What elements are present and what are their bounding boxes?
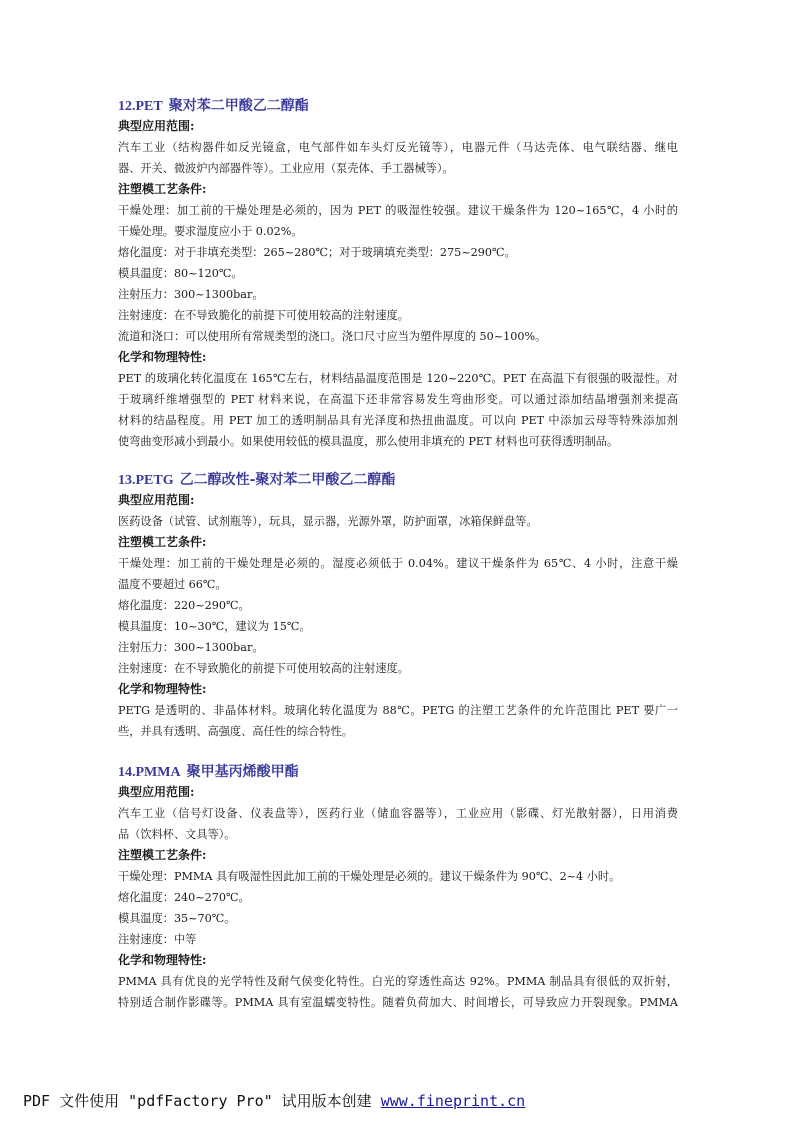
section-number: 12.PET [118, 99, 163, 114]
text-line: PET 的玻璃化转化温度在 165℃左右，材料结晶温度范围是 120~220℃。PET 在高温下有很强的吸湿性。对 [118, 372, 678, 385]
footer-link[interactable]: www.fineprint.cn [380, 1092, 526, 1110]
section-title [118, 470, 678, 490]
text-line: 特别适合制作影碟等。PMMA 具有室温蠕变特性。随着负荷加大、时间增长，可导致应力开裂现象。PMMA [118, 996, 678, 1009]
text-line: 注射速度：在不导致脆化的前提下可使用较高的注射速度。 [118, 662, 409, 675]
section-petg [118, 470, 678, 742]
section-number: 14.PMMA [118, 765, 181, 780]
text-line: PMMA 具有优良的光学特性及耐气侯变化特性。白光的穿透性高达 92%。PMMA 制品具有很低的双折射， [118, 975, 678, 988]
process-label: 注塑模工艺条件: [118, 535, 207, 549]
text-line: 干燥处理：加工前的干燥处理是必须的。湿度必须低于 0.04%。建议干燥条件为 65℃、4 小时，注意干燥 [118, 557, 678, 570]
properties-label: 化学和物理特性: [118, 350, 207, 364]
text-line: 熔化温度：220~290℃。 [118, 599, 250, 612]
text-line: 品（饮料杯、文具等）。 [118, 828, 236, 841]
properties-label: 化学和物理特性: [118, 953, 207, 967]
text-line: 使弯曲变形减小到最小。如果使用较低的模具温度，那么使用非填充的 PET 材料也可获得透明制品。 [118, 435, 619, 448]
text-line: 干燥处理。要求湿度应小于 0.02%。 [118, 225, 303, 238]
application-label: 典型应用范围: [118, 785, 195, 799]
text-line: 模具温度：10~30℃，建议为 15℃。 [118, 620, 311, 633]
text-line: 材料的结晶程度。用 PET 加工的透明制品具有光泽度和热扭曲温度。可以向 PET 中添加云母等特殊添加剂 [118, 414, 678, 427]
section-title [118, 762, 678, 782]
section-number: 13.PETG [118, 473, 174, 488]
text-line: 些，并具有透明、高强度、高任性的综合特性。 [118, 725, 353, 738]
text-line: 流道和浇口：可以使用所有常规类型的浇口。浇口尺寸应当为塑件厚度的 50~100%。 [118, 330, 547, 343]
text-line: PETG 是透明的、非晶体材料。玻璃化转化温度为 88℃。PETG 的注塑工艺条件的允许范围比 PET 要广一 [118, 704, 678, 717]
properties-label: 化学和物理特性: [118, 682, 207, 696]
text-line: 医药设备（试管、试剂瓶等），玩具，显示器，光源外罩，防护面罩，冰箱保鲜盘等。 [118, 515, 538, 528]
section-name: 聚甲基丙烯酸甲酯 [186, 764, 299, 780]
text-line: 模具温度：80~120℃。 [118, 267, 243, 280]
section-title [118, 96, 678, 116]
text-line: 汽车工业（结构器件如反光镜盒，电气部件如车头灯反光镜等），电器元件（马达壳体、电气联结器、继电 [118, 141, 678, 154]
section-name: 乙二醇改性-聚对苯二甲酸乙二醇酯 [179, 472, 396, 488]
text-line: 注射压力：300~1300bar。 [118, 641, 264, 654]
text-line: 干燥处理：PMMA 具有吸湿性因此加工前的干燥处理是必须的。建议干燥条件为 90℃、2~4 小时。 [118, 870, 621, 883]
text-line: 干燥处理：加工前的干燥处理是必须的，因为 PET 的吸湿性较强。建议干燥条件为 120~165℃，4 小时的 [118, 204, 678, 217]
text-line: 温度不要超过 66℃。 [118, 578, 227, 591]
text-line: 于玻璃纤维增强型的 PET 材料来说，在高温下还非常容易发生弯曲形变。可以通过添加结晶增强剂来提高 [118, 393, 678, 406]
footer-text: PDF 文件使用 "pdfFactory Pro" 试用版本创建 [23, 1092, 381, 1110]
section-pet [118, 96, 678, 452]
text-line: 模具温度：35~70℃。 [118, 912, 236, 925]
text-line: 注射压力：300~1300bar。 [118, 288, 264, 301]
application-label: 典型应用范围: [118, 119, 195, 133]
section-name: 聚对苯二甲酸乙二醇酯 [168, 98, 309, 114]
process-label: 注塑模工艺条件: [118, 848, 207, 862]
text-line: 器、开关、微波炉内部器件等）。工业应用（泵壳体、手工器械等）。 [118, 162, 454, 175]
pdf-footer [23, 1090, 525, 1111]
text-line: 汽车工业（信号灯设备、仪表盘等），医药行业（储血容器等），工业应用（影碟、灯光散射器），日用消费 [118, 807, 678, 820]
section-pmma [118, 762, 678, 1013]
text-line: 熔化温度：240~270℃。 [118, 891, 250, 904]
text-line: 熔化温度：对于非填充类型：265~280℃；对于玻璃填充类型：275~290℃。 [118, 246, 516, 259]
application-label: 典型应用范围: [118, 493, 195, 507]
text-line: 注射速度：中等 [118, 933, 197, 946]
text-line: 注射速度：在不导致脆化的前提下可使用较高的注射速度。 [118, 309, 409, 322]
process-label: 注塑模工艺条件: [118, 182, 207, 196]
